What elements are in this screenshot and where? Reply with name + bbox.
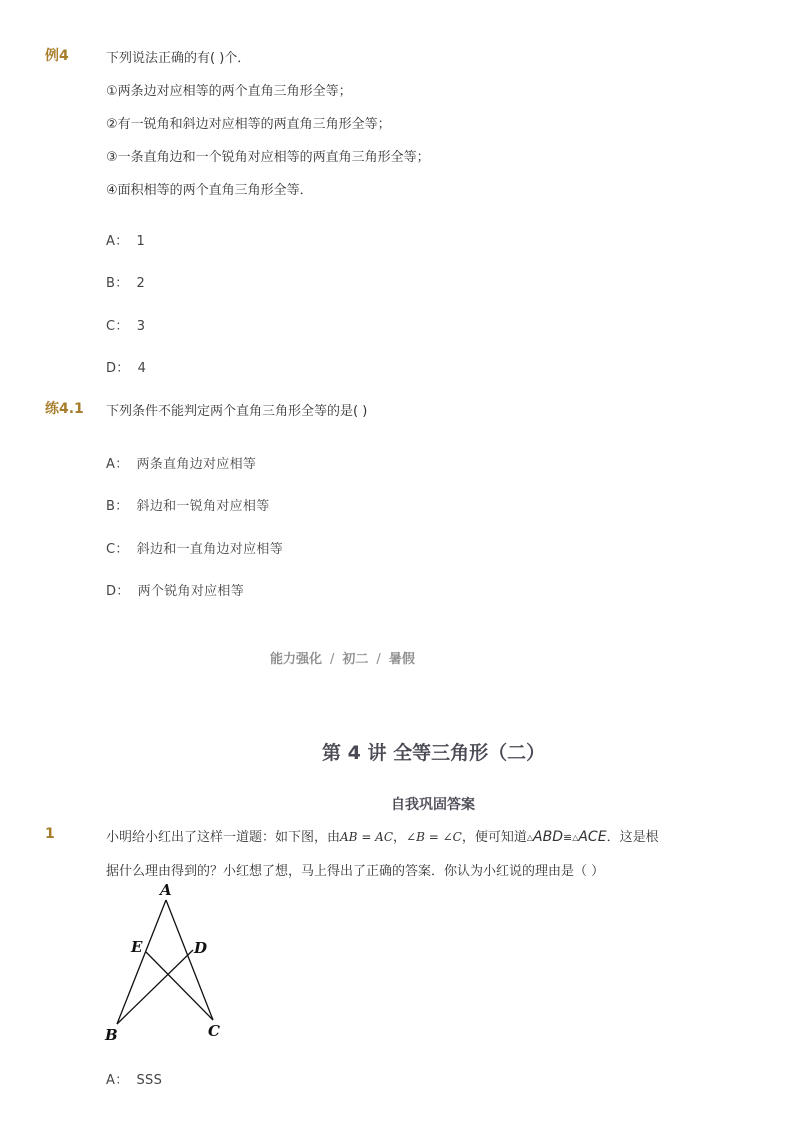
practice-label: 练4.1 <box>45 401 84 417</box>
condition-angles: ∠B = ∠C <box>406 830 462 844</box>
option-text: 3 <box>136 319 146 334</box>
question-line-2: 据什么理由得到的？小红想了想，马上得出了正确的答案．你认为小红说的理由是（ ） <box>106 864 605 879</box>
footer-separator: / <box>330 652 335 667</box>
question-text: 小明给小红出了这样一道题：如下图，由 <box>106 830 341 845</box>
vertex-label-d: D <box>194 939 208 957</box>
option-key: A： <box>106 457 129 472</box>
option-a[interactable] <box>106 453 256 472</box>
footer-separator: / <box>376 652 381 667</box>
vertex-label-c: C <box>208 1022 220 1040</box>
section-subtitle: 自我巩固答案 <box>391 797 475 813</box>
option-text: 两条直角边对应相等 <box>136 457 257 472</box>
triangle-symbol: △ <box>526 833 534 842</box>
option-key: B： <box>106 276 129 291</box>
option-c[interactable] <box>106 315 145 334</box>
option-text: 斜边和一直角边对应相等 <box>136 542 283 557</box>
option-key: D： <box>106 361 130 376</box>
option-c[interactable] <box>106 538 283 557</box>
example-label: 例4 <box>45 48 69 64</box>
option-text: 2 <box>136 276 146 291</box>
option-a[interactable] <box>106 1069 162 1088</box>
option-text: 1 <box>136 234 146 249</box>
page-footer <box>270 648 415 667</box>
question-text: ．这是根 <box>606 830 659 845</box>
option-a[interactable] <box>106 230 145 249</box>
question-number: 1 <box>45 826 55 842</box>
triangle-figure <box>100 878 240 1048</box>
option-b[interactable] <box>106 272 145 291</box>
vertex-label-b: B <box>105 1026 118 1044</box>
option-d[interactable] <box>106 580 244 599</box>
question-text: ， <box>393 830 407 845</box>
condition-sides: AB = AC <box>340 830 394 844</box>
statement-3: ③一条直角边和一个锐角对应相等的两直角三角形全等； <box>106 150 430 165</box>
option-d[interactable] <box>106 357 146 376</box>
vertex-label-a: A <box>160 881 172 899</box>
statement-2: ②有一锐角和斜边对应相等的两直角三角形全等； <box>106 117 391 132</box>
example-stem: 下列说法正确的有( )个． <box>106 51 251 66</box>
lecture-title: 第 4 讲 全等三角形（二） <box>322 742 546 764</box>
option-text: 两个锐角对应相等 <box>137 584 245 599</box>
option-key: B： <box>106 499 129 514</box>
option-text: 4 <box>137 361 147 376</box>
vertex-label-e: E <box>131 938 143 956</box>
statement-4: ④面积相等的两个直角三角形全等． <box>106 183 313 198</box>
question-line-1 <box>106 826 659 845</box>
footer-part: 暑假 <box>388 652 415 667</box>
option-text: SSS <box>136 1073 163 1088</box>
option-key: A： <box>106 234 129 249</box>
triangle-symbol: △ <box>572 833 579 842</box>
option-key: A： <box>106 1073 129 1088</box>
segment-ac <box>166 900 213 1020</box>
option-key: C： <box>106 542 129 557</box>
footer-part: 初二 <box>342 652 369 667</box>
option-key: C： <box>106 319 129 334</box>
triangle-ace: ACE <box>578 829 607 845</box>
question-text: ，便可知道 <box>461 830 527 845</box>
option-text: 斜边和一锐角对应相等 <box>136 499 270 514</box>
statement-1: ①两条边对应相等的两个直角三角形全等； <box>106 84 352 99</box>
segment-ab <box>117 900 166 1024</box>
congruent-symbol: ≌ <box>562 831 573 844</box>
option-key: D： <box>106 584 130 599</box>
footer-part: 能力强化 <box>270 652 323 667</box>
triangle-abd: ABD <box>533 829 563 845</box>
option-b[interactable] <box>106 495 270 514</box>
practice-stem: 下列条件不能判定两个直角三角形全等的是( ) <box>106 404 368 419</box>
